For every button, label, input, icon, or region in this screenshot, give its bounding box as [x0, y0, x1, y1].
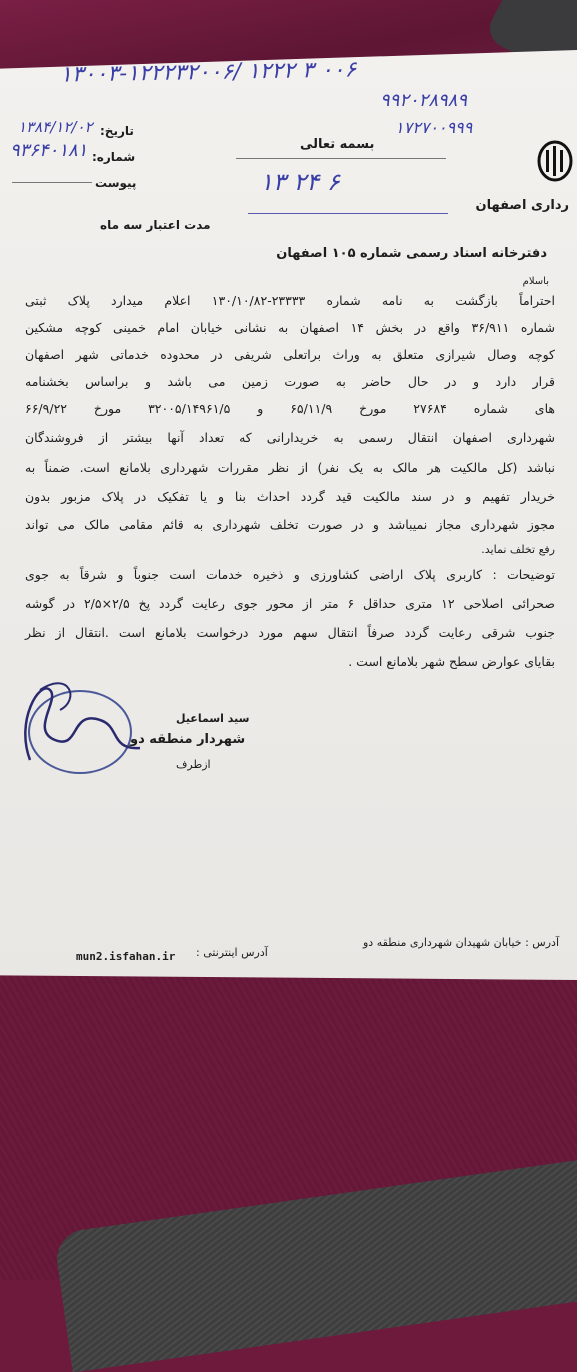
footer-address: آدرس : خیابان شهیدان شهرداری منطقه دو — [363, 936, 559, 949]
body-line: نباشد (کل مالکیت هر مالک به یک نفر) از نظر مقررات شهرداری بلامانع است. ضمناً به — [25, 460, 555, 475]
notes-line: جنوب شرقی رعایت گردد صرفاً انتقال سهم مورد درخواست بلامانع است .انتقال از نظر — [25, 625, 555, 640]
footer-web-label: آدرس اینترنتی : — [196, 946, 268, 959]
recipient: دفترخانه اسناد رسمی شماره ۱۰۵ اصفهان — [276, 246, 547, 261]
attachment-label: پیوست — [95, 176, 137, 190]
handwritten-date: ۱۳۸۴/۱۲/۰۲ — [18, 118, 93, 136]
body-line: کوچه وصال شیرازی متعلق به وراث براتعلی شریفی در محدوده خدماتی شهر اصفهان — [25, 347, 555, 362]
handwritten-reference-top: ۱۳۰۰۳-۱۲۲۲۳۲۰۰۶/ ۱۲۲۲ ۳ ۰۰۶ — [59, 57, 357, 88]
greeting: باسلام — [522, 276, 549, 287]
signatory-title: شهردار منطقه دو — [130, 732, 246, 747]
basmala: بسمه تعالی — [300, 137, 375, 152]
attachment-rule — [12, 182, 92, 183]
logo-caption: رداری اصفهان — [475, 198, 569, 213]
handwritten-number-right-1: ۹۹۲۰۲۸۹۸۹ — [380, 90, 468, 111]
date-label: تاریخ: — [100, 124, 134, 138]
body-line: خریدار تفهیم و در سند مالکیت قید گردد احداث بنا و یا تفکیک در پلاک مزبور بدون — [25, 489, 555, 504]
basmala-rule — [236, 158, 446, 159]
body-line: شهرداری اصفهان انتقال رسمی به خریدارانی که تعداد آنها بیشتر از فروشندگان — [25, 430, 555, 445]
handwritten-number: ۹۳۶۴۰۱۸۱ — [10, 140, 88, 161]
validity-note: مدت اعتبار سه ماه — [100, 218, 211, 232]
municipality-logo-icon — [537, 140, 573, 182]
on-behalf-label: ازطرف — [176, 758, 211, 771]
body-line: رفع تخلف نماید. — [481, 543, 555, 556]
body-line: قرار دارد و در حال حاضر به صورت زمین می باشد و براساس بخشنامه — [25, 374, 555, 389]
body-line: شماره ۳۶/۹۱۱ واقع در بخش ۱۴ اصفهان به نشانی خیابان امام خمینی کوچه مشکین — [25, 320, 555, 335]
body-line: احتراماً بازگشت به نامه شماره ۲۳۳۳۳-۱۳۰/۱۰/۸۲ اعلام میدارد پلاک ثبتی — [25, 293, 555, 308]
notes-line: توضیحات : کاربری پلاک اراضی کشاورزی و ذخیره خدمات است جنوباً و شرقاً به جوی — [25, 567, 555, 582]
handwritten-number-right-2: ۱۷۲۷۰۰۹۹۹ — [395, 118, 473, 137]
body-line: های شماره ۲۷۶۸۴ مورخ ۶۵/۱۱/۹ و ۳۲۰۰۵/۱۴۹۶۱/۵ مورخ ۶۶/۹/۲۲ — [25, 401, 555, 416]
notes-line: صحرائی اصلاحی ۱۲ متری حداقل ۶ متر از محور جوی رعایت گردد پخ ۲/۵×۲/۵ در گوشه — [25, 596, 555, 611]
center-number-rule — [248, 213, 448, 214]
notes-line: بقایای عوارض سطح شهر بلامانع است . — [348, 654, 555, 669]
body-line: مجوز شهرداری مجاز نمیباشد و در صورت تخلف شهرداری به قائم مقامی مالک می تواند — [25, 517, 555, 532]
footer-web-url: mun2.isfahan.ir — [76, 950, 176, 963]
number-label: شماره: — [92, 150, 136, 164]
handwritten-signature-icon — [10, 660, 170, 780]
signatory-name: سید اسماعیل — [176, 712, 250, 725]
handwritten-center-number: ۱۳ ۲۴ ۶ — [260, 168, 340, 196]
